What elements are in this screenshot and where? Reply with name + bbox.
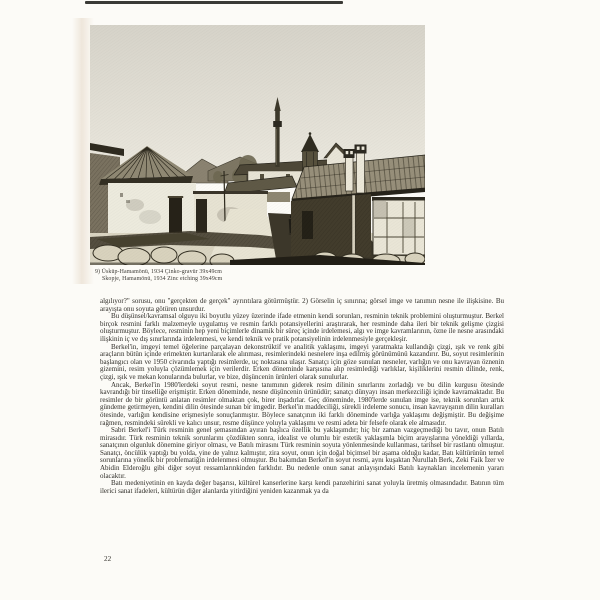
paragraph: Ancak, Berkel'in 1980'lerdeki soyut resmi, nesne tanımının giderek resim dilinin sınırlarını zorladığı ve bu dilin kurgusu ötesinde kavrandığı bir tinselliğe erişmiştir. Erken döneminde, nesne düşüncenin ürünüdür; sanatçı dünyayı insan merkezciliği içinde kavramaktadır. Bu resimler de bir görüntü anlatan resimler olmaktan çok, birer inşadırlar. Geç döneminde, 1980'lerde sunulan imge ise, teknik sorunları artık gündeme getirmeyen, kendini dilin ötesinde sunan bir imgedir. Berkel'in maddeciliği, sürekli irdeleme sonucu, insan kavrayışının dilin kuralları ötesinde, varlığın kendisine erişmesiyle sonuçlanmıştır. Böylece sanatçının iki farklı döneminde varlığa yaklaşımı değişmiştir. Bu değişime rağmen, resmindeki sürekli ve kalıcı unsur, resme düşünce yoluyla yaklaşımı ve resmi adeta bir felsefe olarak ele almasıdır. bbox=[100, 380, 504, 427]
page-top-rule bbox=[85, 1, 343, 4]
figure-caption-english: Skopje, Hamamönü, 1934 Zinc etching 39x49cm bbox=[102, 275, 223, 282]
paragraph: algılıyor?" sorusu, onu "gerçekten de gerçek" ayrıntılara götürmüştür. 2) Görselin iç sınırına; görsel imge ve tanımın nesne ile ilişkisine. Bu arayışta onu soyuta götüren unsurdur. bbox=[100, 297, 504, 313]
paragraph: Berkel'in, imgeyi temel öğelerine parçalayan dekonstrüktif ve analitik yaklaşımı, imgeyi yaratmakta kullandığı çizgi, ışık ve renk gibi araçların bütün içinde erimekten kurtarılarak ele alınması, resimlerindeki nesnelere inşa edilmiş görünümünü kazandırır. Bu, soyut resimlerinin başlangıcı olan ve 1950 civarında yaptığı resimlerde, uç noktasına ulaşır. Sanatçı için göze sunulan nesneler, varlığın ve onu kavrayan öznenin gizemini, resim yoluyla çözümlemek için verilerdir. Erken döneminde karşısına alıp resimlediği varlıklar, kişiliklerini resmin dilinde, renk, çizgi, ışık ve mekan konularında bulurlar, ve bize, düşüncenin ürünleri olarak sunulurlar. bbox=[100, 342, 504, 381]
etching-illustration bbox=[90, 25, 425, 265]
figure-caption-turkish: 9) Üsküp-Hamamönü, 1934 Çinko-gravür 39x49cm bbox=[95, 269, 222, 275]
paragraph: Batı medeniyetinin en kayda değer başarısı, kültürel kanserlerine karşı kendi panzehirini sanat yoluyla üretmiş olmasındadır. Batının tüm ilerici sanat ifadeleri, kültürün diğer alanlarda yitirdiğini yeniden kazanmak ya da bbox=[100, 479, 504, 495]
body-text bbox=[100, 298, 504, 495]
paragraph: Sabri Berkel'i Türk resminin genel şemasından ayıran başlıca özellik bu yaklaşımdır; hiç bir zaman vazgeçmediği bu tavır, onun Batılı mirasıdır. Türk resminin teknik sorunlarını çözdükten sonra, idealist ve olumlu bir estetik yaklaşımla biçim arayışlarına yöneldiği yıllarda, sanatçının olgunluk dönemine giriyor olması, ve Batılı mirasını Türk resminin soyuta yönlenmesinde kullanması, tarihsel bir rastlantı olmuştur. Sanatçı, öncülük yaptığı bu yolda, yine de yalnız kalmıştır, zira soyut, onun için doğal biçimsel bir aşama olduğu kadar, Batı kültürünün temel sorunlarına yönelik bir problematiğin irdelenmesi olmuştur. Bu bakımdan Berkel'in soyut resmi, aynı kuşaktan Nurullah Berk, Zeki Faik İzer ve Abidin Elderoğlu gibi diğer soyut ressamlarınkinden farklıdır. Bu nedenle onun sanat anlayışındaki Batılı kaynakları incelemenin yararı olacaktır. bbox=[100, 426, 504, 480]
paragraph: Bu düşünsel/kavramsal olguyu iki boyutlu yüzey üzerinde ifade etmenin kendi sorunları, resminin teknik problemini oluşturmuştur. Berkel birçok resmini farklı malzemeyle uygulamış ve resmin farklı potansiyellerini araştırarak, her resminde daha ileri bir teknik gelişme çizgisi oluşturmuştur. Böylece, resminin hep yeni biçimlerle dinamik bir süreç içinde irdelemesi, algı ve imge kavramlarının, özne ile nesne arasındaki ilişkinin iç ve dış sınırlarında irdelenmesi, ve kendi teknik ve pratik potansiyelinin irdelenmesiyle gerçekleşir. bbox=[100, 312, 504, 343]
etching-grain bbox=[90, 25, 425, 265]
figure-caption bbox=[95, 269, 375, 282]
page-number: 22 bbox=[104, 555, 112, 563]
figure-etching bbox=[90, 25, 425, 265]
